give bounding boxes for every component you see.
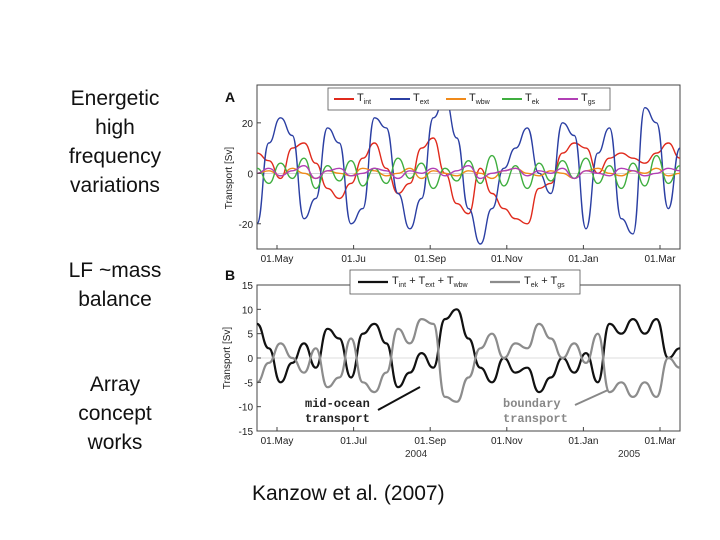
citation: Kanzow et al. (2007) <box>252 482 445 505</box>
panel-a-xtick-label: 01.Ju <box>341 254 366 265</box>
panel-b-ytick-label: 5 <box>247 329 253 341</box>
figure <box>220 80 690 470</box>
panel-b-ylabel: Transport [Sv] <box>222 326 233 390</box>
note-energetic: Energetic high frequency variations <box>68 87 162 197</box>
panel-b-xtick-label: 01.Jul <box>340 436 367 447</box>
legend-entry-label: $T_{int} + T_{ext} + T_{wbw}$ <box>392 275 468 289</box>
panel-b-ytick-label: 0 <box>247 354 253 365</box>
legend-entry-label: $T_{int}$ <box>357 92 372 106</box>
legend-entry-label: $T_{ek}$ <box>525 92 540 106</box>
panel-a-ytick-label: 20 <box>241 118 253 130</box>
panel-b-xtick-label: 01.May <box>260 436 294 447</box>
panel-b-xtick-label: 01.Sep <box>414 436 447 447</box>
panel-a-xtick-label: 01.May <box>260 254 294 265</box>
year-label-2004: 2004 <box>405 449 428 460</box>
panel-a-xtick-label: 01.Nov <box>490 254 523 265</box>
panel-b-xtick-label: 01.Jan <box>568 436 599 447</box>
panel-a <box>224 85 680 265</box>
legend-entry-label: $T_{gs}$ <box>581 92 596 106</box>
panel-b-ytick-label: -15 <box>238 427 253 438</box>
panel-b-xtick-label: 01.Mar <box>644 436 676 447</box>
panel-a-ytick-label: -20 <box>238 219 253 231</box>
panel-b-ytick-label: 15 <box>241 281 253 292</box>
panel-a-xtick-label: 01.Jan <box>568 254 599 265</box>
panel-a-xtick-label: 01.Mar <box>644 254 676 265</box>
legend-entry-label: $T_{wbw}$ <box>469 92 490 106</box>
panel-a-ylabel: Transport [Sv] <box>224 146 235 210</box>
panel-b <box>222 267 680 460</box>
panel-a-ytick-label: 0 <box>247 169 253 181</box>
panel-b-ytick-label: 10 <box>241 305 253 317</box>
note-lf-balance: LF ~mass balance <box>68 259 162 311</box>
annotation-boundary-line2: transport <box>503 412 568 426</box>
annotation-mid-ocean-line2: transport <box>305 412 370 426</box>
panel-b-label: B <box>225 267 236 283</box>
annotation-boundary-line1: boundary <box>503 397 561 411</box>
legend-entry-label: $T_{ek} + T_{gs}$ <box>524 275 565 289</box>
panel-a-label: A <box>225 89 236 105</box>
annotation-mid-ocean-line1: mid-ocean <box>305 397 370 411</box>
panel-a-xtick-label: 01.Sep <box>414 254 447 265</box>
year-label-2005: 2005 <box>618 449 641 460</box>
legend-entry-label: $T_{ext}$ <box>413 92 430 106</box>
panel-b-ytick-label: -10 <box>238 402 253 414</box>
panel-b-ytick-label: -5 <box>244 378 253 390</box>
note-array-concept: Array concept works <box>78 373 152 454</box>
panel-b-xtick-label: 01.Nov <box>490 436 523 447</box>
